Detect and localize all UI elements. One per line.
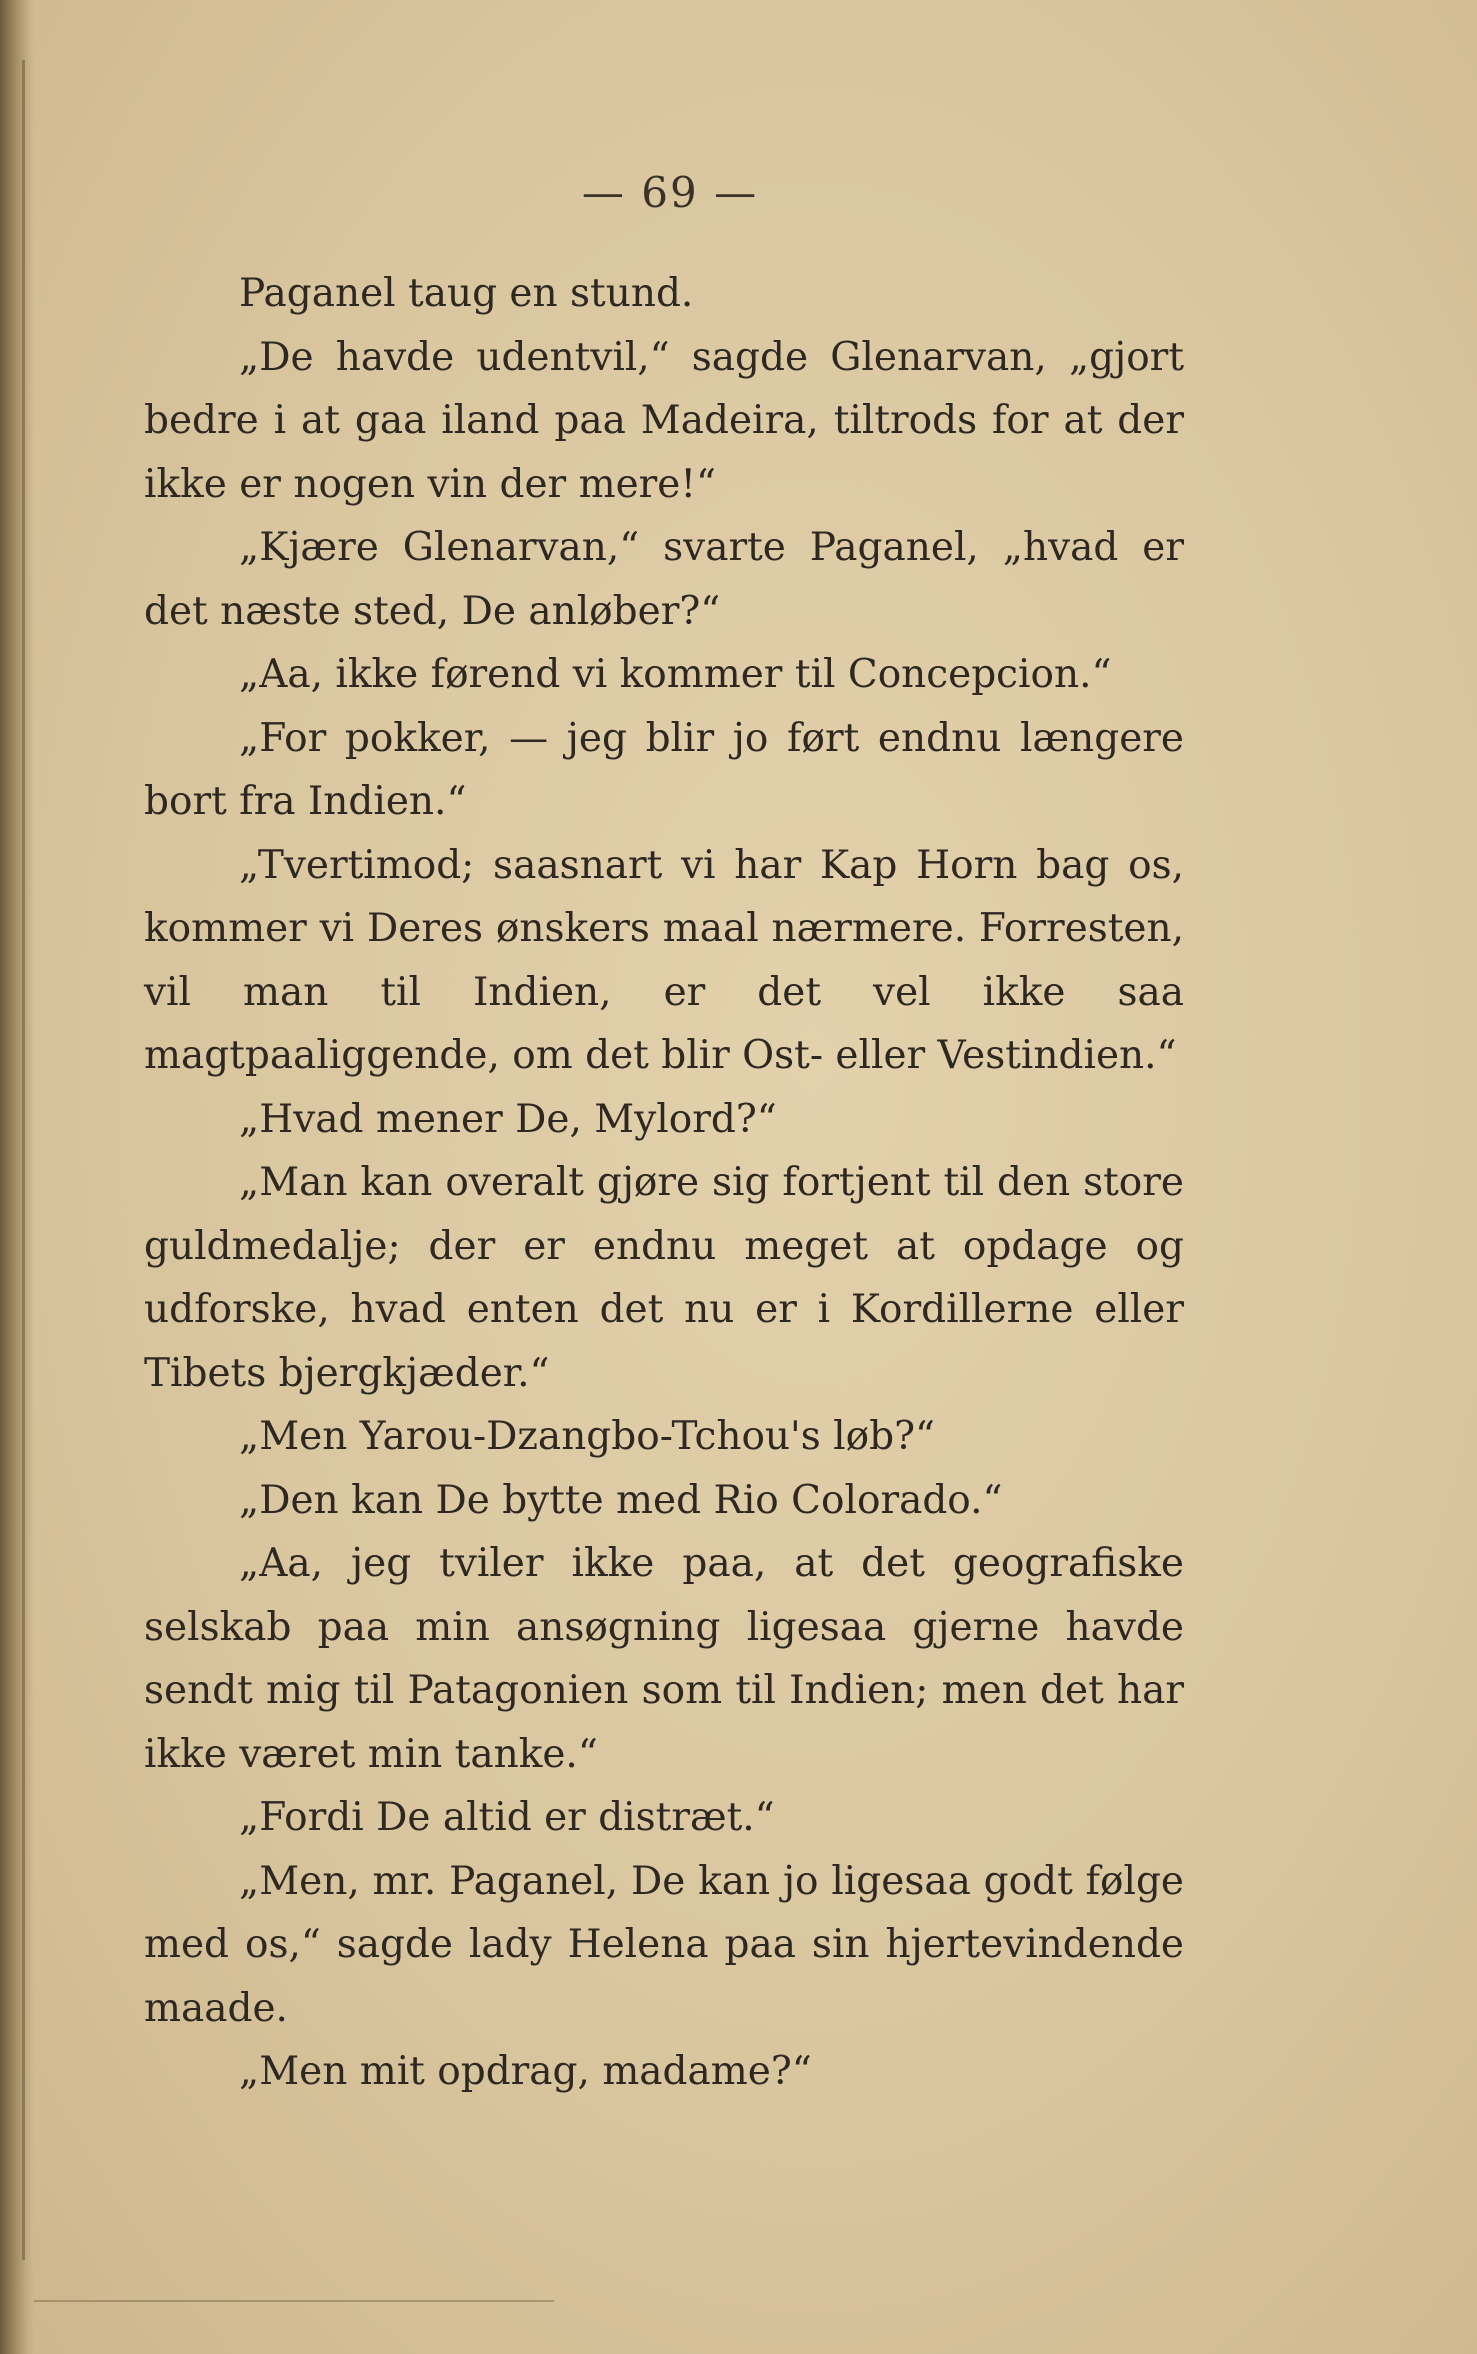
paragraph: „Fordi De altid er distræt.“ — [239, 1795, 775, 1840]
paragraph: „Aa, ikke førend vi kommer til Concepcion.“ — [239, 652, 1112, 697]
paragraph: „Man kan overalt gjøre sig fortjent til den store guldmedalje; der er endnu meget at opdage og udforske, hvad enten det nu er i Kordillerne eller Tibets bjergkjæder.“ — [144, 1160, 1184, 1396]
paragraph: Paganel taug en stund. — [239, 271, 694, 316]
paragraph: „Men Yarou-Dzangbo-Tchou's løb?“ — [239, 1414, 935, 1459]
paragraph: „For pokker, — jeg blir jo ført endnu længere bort fra Indien.“ — [144, 715, 1184, 824]
paragraph: „Den kan De bytte med Rio Colorado.“ — [239, 1477, 1003, 1523]
page-number: — 69 — — [581, 168, 759, 217]
paragraph: „Aa, jeg tviler ikke paa, at det geografiske selskab paa min ansøgning ligesaa gjerne havde sendt mig til Patagonien som til Indien; men det har ikke været min tanke.“ — [144, 1541, 1184, 1777]
paragraph: „De havde udentvil,“ sagde Glenarvan, „gjort bedre i at gaa iland paa Madeira, tiltrods for at der ikke er nogen vin der mere!“ — [144, 334, 1184, 507]
paragraph: „Kjære Glenarvan,“ svarte Paganel, „hvad er det næste sted, De anløber?“ — [144, 525, 1184, 634]
paragraph: „Hvad mener De, Mylord?“ — [239, 1096, 777, 1142]
body-text — [144, 262, 1184, 2104]
book-spine-shadow — [0, 0, 34, 2354]
gutter-line — [22, 60, 25, 2260]
paragraph: „Men, mr. Paganel, De kan jo ligesaa godt følge med os,“ sagde lady Helena paa sin hjertevindende maade. — [144, 1858, 1184, 2031]
bottom-edge-line — [34, 2300, 554, 2302]
paragraph: „Tvertimod; saasnart vi har Kap Horn bag os, kommer vi Deres ønskers maal nærmere. Forresten, vil man til Indien, er det vel ikke saa magtpaaliggende, om det blir Ost- eller Vestindien.“ — [144, 842, 1184, 1078]
paragraph: „Men mit opdrag, madame?“ — [239, 2049, 812, 2094]
